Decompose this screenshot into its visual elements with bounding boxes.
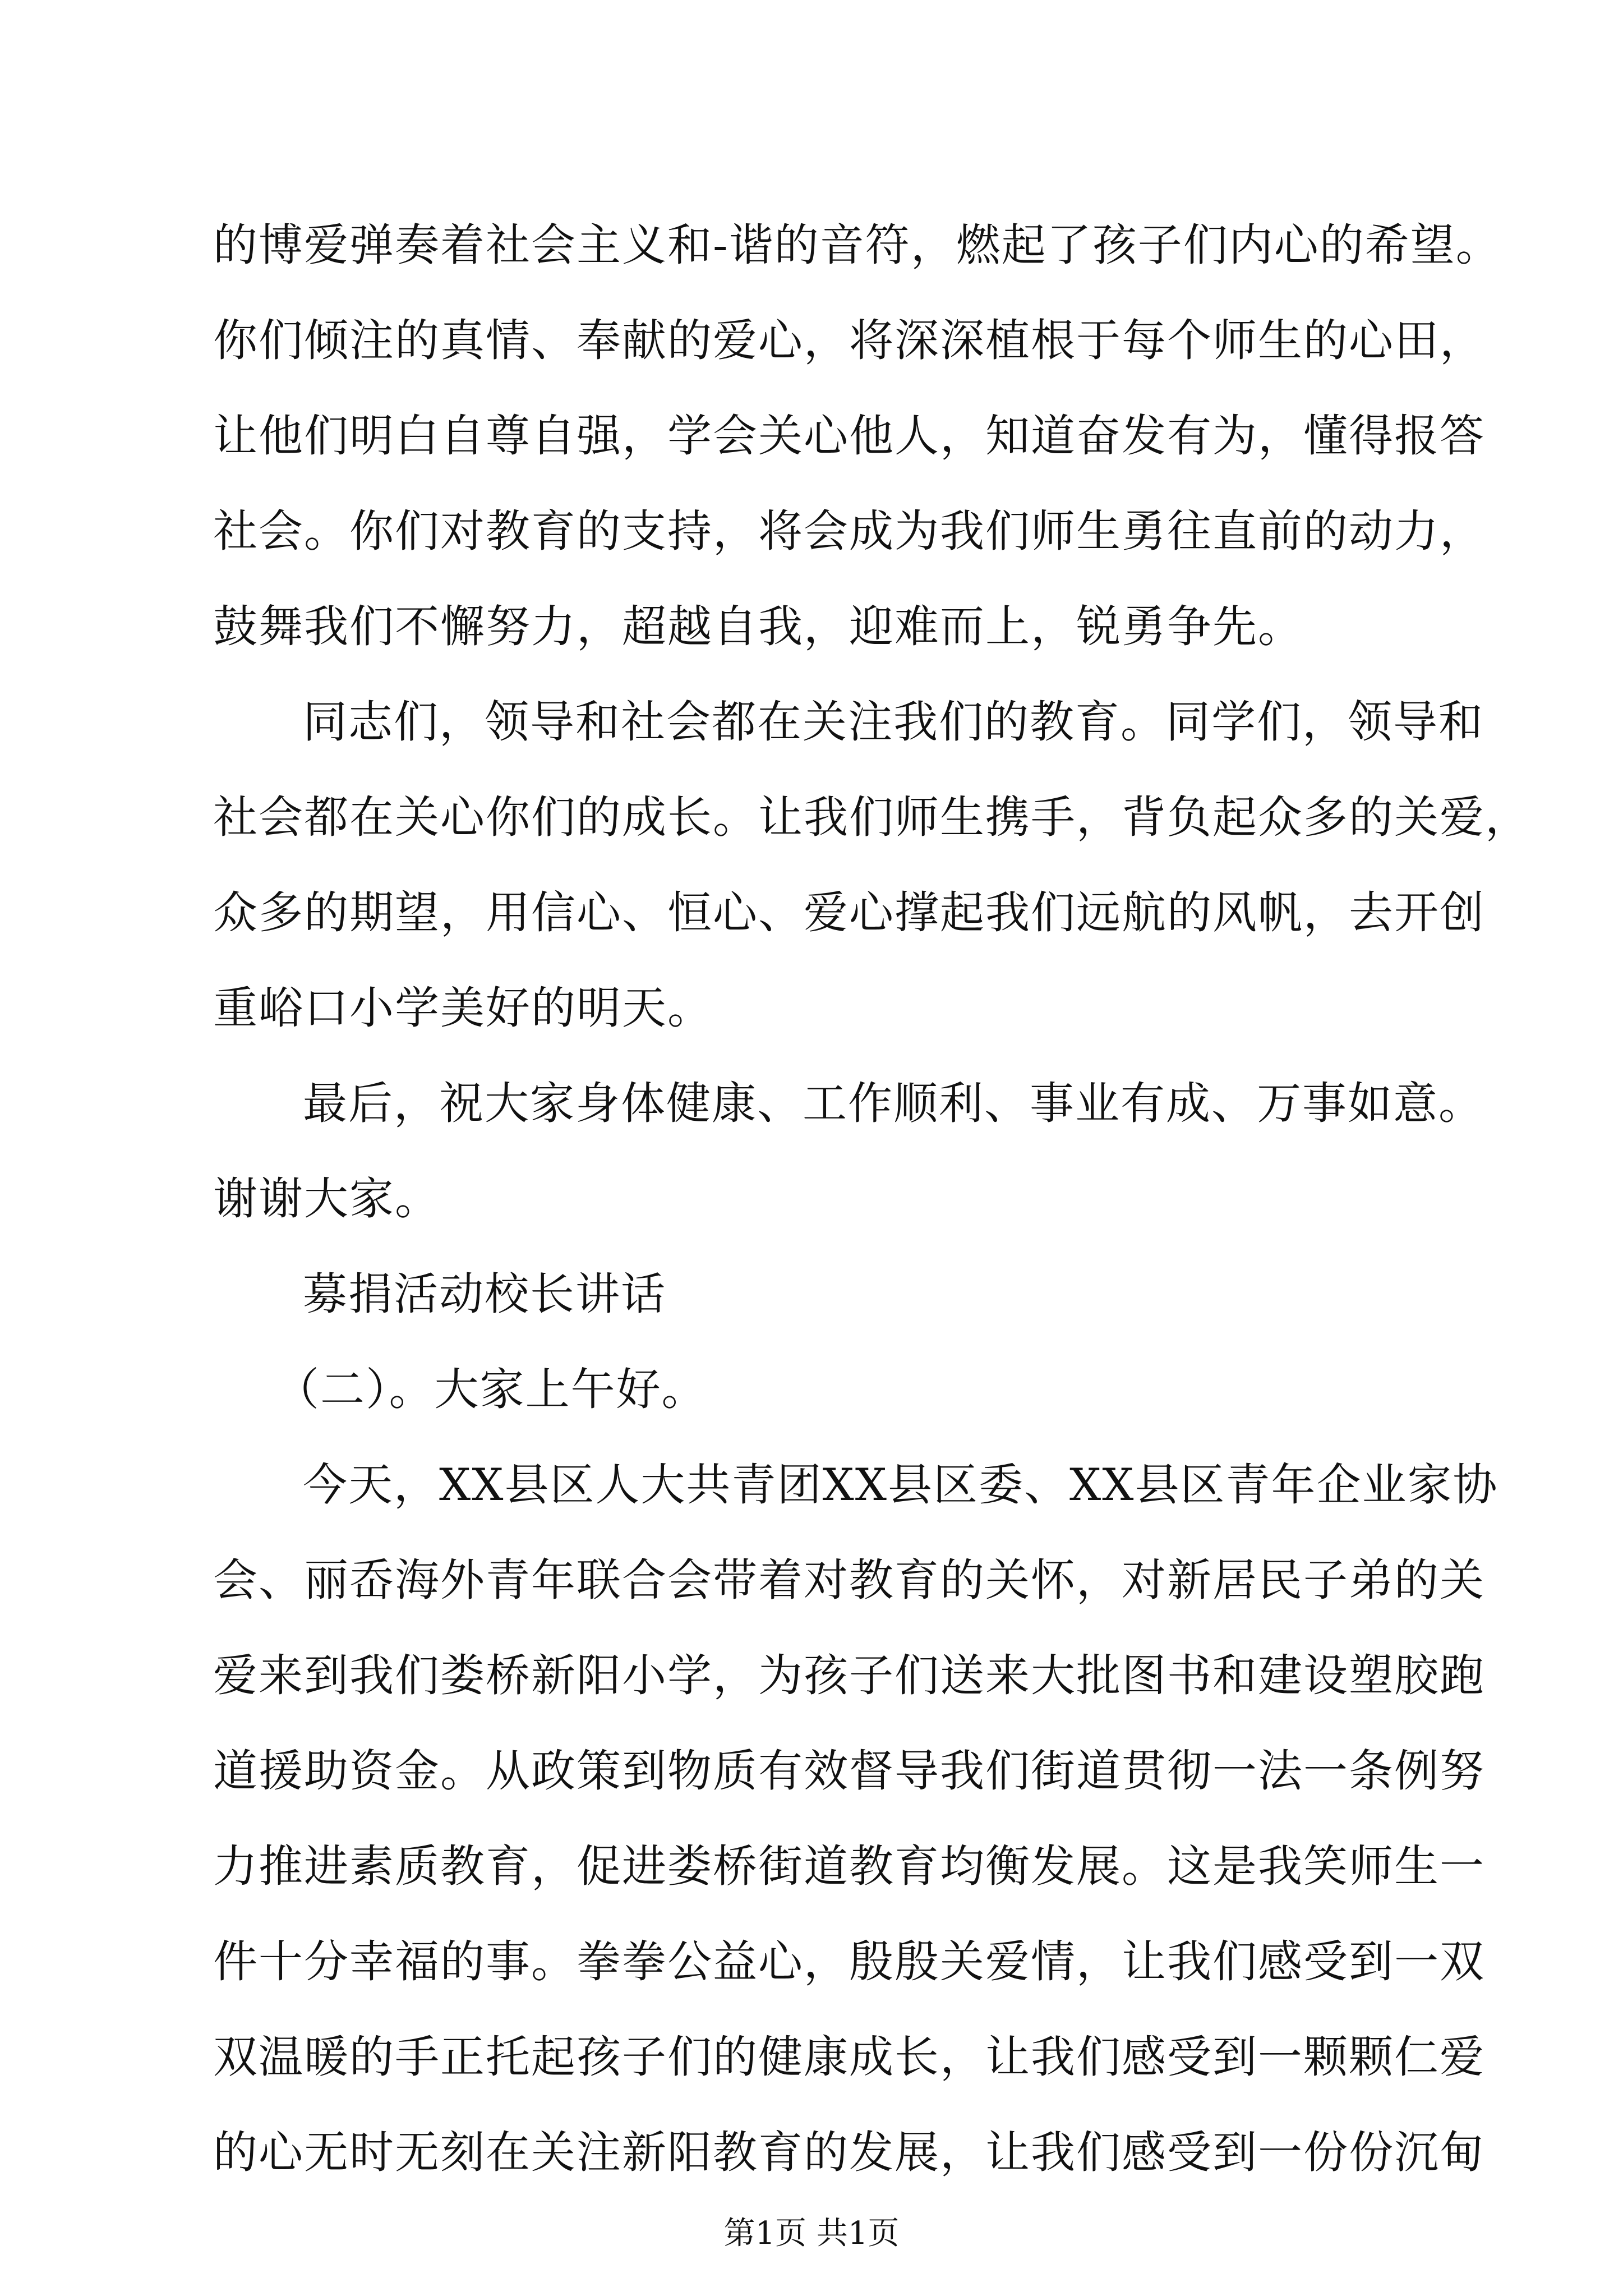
- body-text-line: 鼓舞我们不懈努力，超越自我，迎难而上，锐勇争先。: [213, 601, 1303, 652]
- section-title: 募捐活动校长讲话: [303, 1268, 666, 1320]
- page-footer: 第1页 共1页: [723, 2215, 900, 2252]
- paragraph-start-line: 今天，XX县区人大共青团XX县区委、XX县区青年企业家协: [303, 1459, 1498, 1511]
- body-text-line: 众多的期望，用信心、恒心、爱心撑起我们远航的风帆，去开创: [213, 887, 1485, 938]
- paragraph-start-line: 最后，祝大家身体健康、工作顺利、事业有成、万事如意。: [303, 1078, 1484, 1129]
- greeting-line: （二）。大家上午好。: [275, 1364, 707, 1415]
- body-text-line: 让他们明白自尊自强，学会关心他人，知道奋发有为，懂得报答: [213, 410, 1485, 462]
- body-text-line: 力推进素质教育，促进娄桥街道教育均衡发展。这是我笑师生一: [213, 1841, 1485, 1892]
- body-text-line: 道援助资金。从政策到物质有效督导我们街道贯彻一法一条例努: [213, 1745, 1485, 1797]
- body-text-line: 社会都在关心你们的成长。让我们师生携手，背负起众多的关爱，: [213, 792, 1530, 843]
- body-text-line: 社会。你们对教育的支持，将会成为我们师生勇往直前的动力，: [213, 505, 1485, 557]
- body-text-line: 爱来到我们娄桥新阳小学，为孩子们送来大批图书和建设塑胶跑: [213, 1650, 1485, 1701]
- body-text-line: 谢谢大家。: [213, 1173, 440, 1225]
- paragraph-start-line: 同志们，领导和社会都在关注我们的教育。同学们，领导和: [303, 696, 1484, 748]
- body-text-line: 件十分幸福的事。拳拳公益心，殷殷关爱情，让我们感受到一双: [213, 1936, 1485, 1987]
- body-text-line: 的心无时无刻在关注新阳教育的发展，让我们感受到一份份沉甸: [213, 2127, 1485, 2178]
- body-text-line: 双温暖的手正托起孩子们的健康成长，让我们感受到一颗颗仁爱: [213, 2031, 1485, 2083]
- body-text-line: 会、丽岙海外青年联合会带着对教育的关怀，对新居民子弟的关: [213, 1554, 1485, 1606]
- body-text-line: 重峪口小学美好的明天。: [213, 982, 713, 1034]
- body-text-line: 的博爱弹奏着社会主义和-谐的音符，燃起了孩子们内心的希望。: [213, 219, 1501, 271]
- body-text-line: 你们倾注的真情、奉献的爱心，将深深植根于每个师生的心田，: [213, 315, 1485, 366]
